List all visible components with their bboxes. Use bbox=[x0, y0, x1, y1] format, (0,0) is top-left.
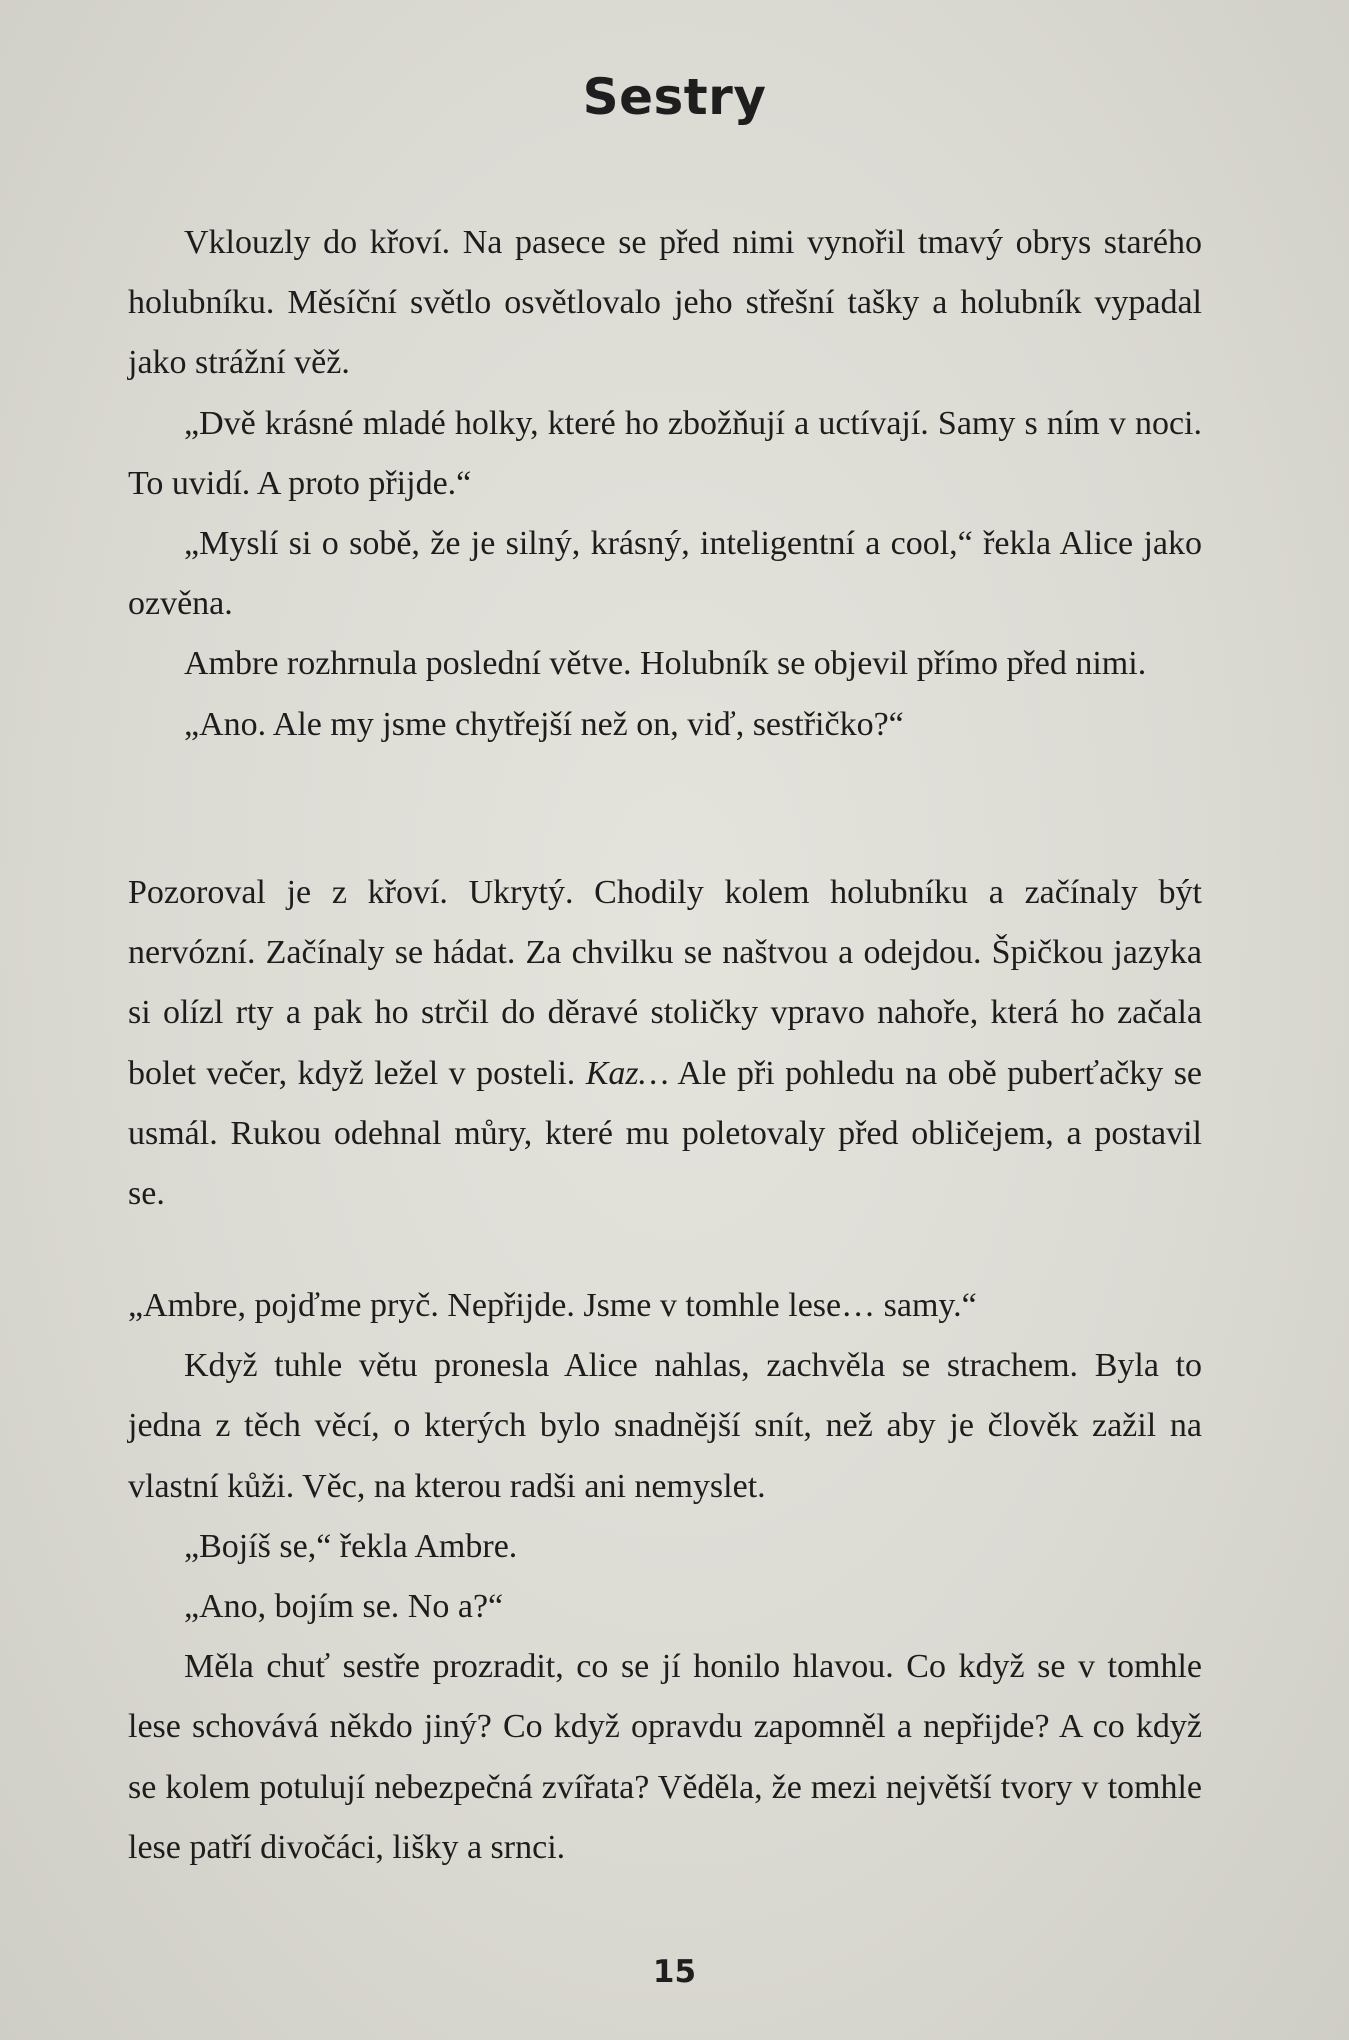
paragraph: Ambre rozhrnula poslední větve. Holubník se objevil přímo před nimi. bbox=[184, 645, 1147, 683]
paragraph: „Ambre, pojďme pryč. Nepřijde. Jsme v tomhle lese… samy.“ bbox=[128, 1287, 977, 1324]
page-number: 15 bbox=[652, 1954, 697, 1990]
paragraph-text: Pozoroval je z křoví. Ukrytý. Chodily kolem holubníku a začínaly být nervózní. Začínaly se hádat. Za chvilku se naštvou a odejdou. Špičkou jazyka si olízl rty a pak ho strčil do děravé stoličky vpravo nahoře, která ho začala bolet večer, když ležel v posteli. bbox=[128, 874, 1202, 1092]
italic-text: Kaz… bbox=[585, 1054, 669, 1092]
text-section-2 bbox=[128, 863, 1202, 1224]
text-section-1 bbox=[128, 213, 1202, 755]
paragraph: „Myslí si o sobě, že je silný, krásný, inteligentní a cool,“ řekla Alice jako ozvěna. bbox=[128, 525, 1202, 623]
paragraph: Měla chuť sestře prozradit, co se jí honilo hlavou. Co když se v tomhle lese schovává někdo jiný? Co když opravdu zapomněl a nepřijde? A co když se kolem potulují nebezpečná zvířata? Věděla, že mezi největší tvory v tomhle lese patří divočáci, lišky a srnci. bbox=[128, 1648, 1202, 1866]
text-section-3 bbox=[128, 1276, 1202, 1878]
paragraph: „Dvě krásné mladé holky, které ho zbožňují a uctívají. Samy s ním v noci. To uvidí. A proto přijde.“ bbox=[128, 404, 1202, 502]
paragraph: Vklouzly do křoví. Na pasece se před nimi vynořil tmavý obrys starého holubníku. Měsíční světlo osvětlovalo jeho střešní tašky a holubník vypadal jako strážní věž. bbox=[128, 224, 1202, 382]
paragraph: Když tuhle větu pronesla Alice nahlas, zachvěla se strachem. Byla to jedna z těch věcí, o kterých bylo snadnější snít, než aby je člověk zažil na vlastní kůži. Věc, na kterou radši ani nemyslet. bbox=[128, 1347, 1202, 1505]
paragraph: „Ano. Ale my jsme chytřejší než on, viď, sestřičko?“ bbox=[184, 705, 904, 743]
chapter-title: Sestry bbox=[582, 68, 767, 126]
paragraph-text: Ale při pohledu na obě puberťačky se usmál. Rukou odehnal můry, které mu poletovaly před obličejem, a postavil se. bbox=[128, 1054, 1203, 1213]
paragraph: „Bojíš se,“ řekla Ambre. bbox=[184, 1527, 518, 1565]
paragraph: „Ano, bojím se. No a?“ bbox=[184, 1588, 504, 1626]
paragraph bbox=[128, 863, 1202, 1224]
